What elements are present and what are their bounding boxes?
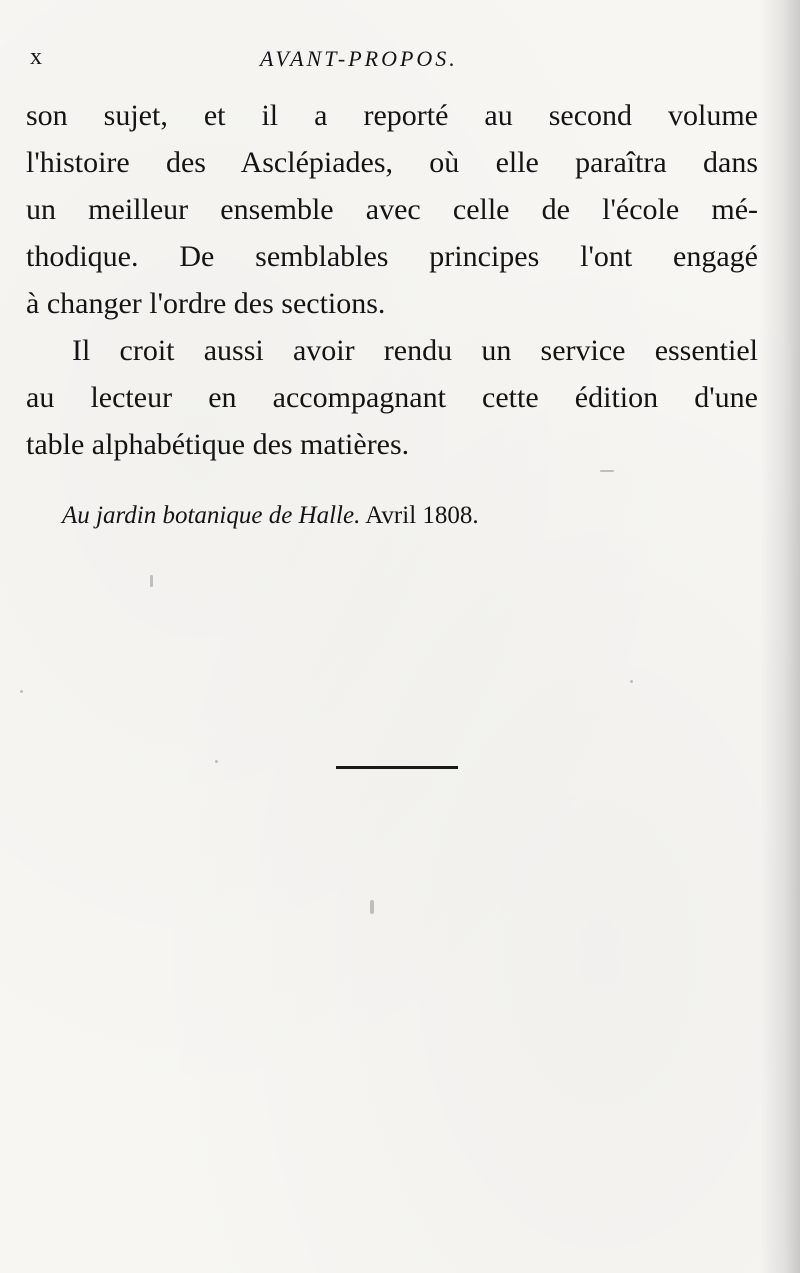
text-line: un meilleur ensemble avec celle de l'école mé- xyxy=(26,193,758,226)
running-title: AVANT-PROPOS. xyxy=(260,46,458,71)
paper-speck xyxy=(600,470,614,472)
paragraph-2 xyxy=(26,327,758,468)
dateline xyxy=(62,502,479,530)
paper-speck xyxy=(215,760,218,763)
paper-speck xyxy=(150,575,153,587)
dateline-date: Avril 1808. xyxy=(365,502,479,529)
text-line: au lecteur en accompagnant cette édition d'une xyxy=(26,381,758,414)
page-number: x xyxy=(30,44,42,70)
paragraph-1 xyxy=(26,92,758,327)
paper-speck xyxy=(20,690,23,693)
running-head xyxy=(30,44,750,78)
closing-rule xyxy=(336,766,458,769)
text-line: thodique. De semblables principes l'ont engagé xyxy=(26,240,758,273)
page-edge-shadow xyxy=(760,0,800,1273)
text-line: Il croit aussi avoir rendu un service essentiel xyxy=(72,334,758,367)
paper-speck xyxy=(630,680,633,683)
text-line: table alphabétique des matières. xyxy=(26,428,410,461)
text-line: son sujet, et il a reporté au second volume xyxy=(26,99,758,132)
body-text xyxy=(26,92,758,468)
paper-speck xyxy=(370,900,374,914)
text-line: l'histoire des Asclépiades, où elle paraîtra dans xyxy=(26,146,758,179)
text-line: à changer l'ordre des sections. xyxy=(26,287,386,320)
dateline-place: Au jardin botanique de Halle. xyxy=(62,502,361,529)
